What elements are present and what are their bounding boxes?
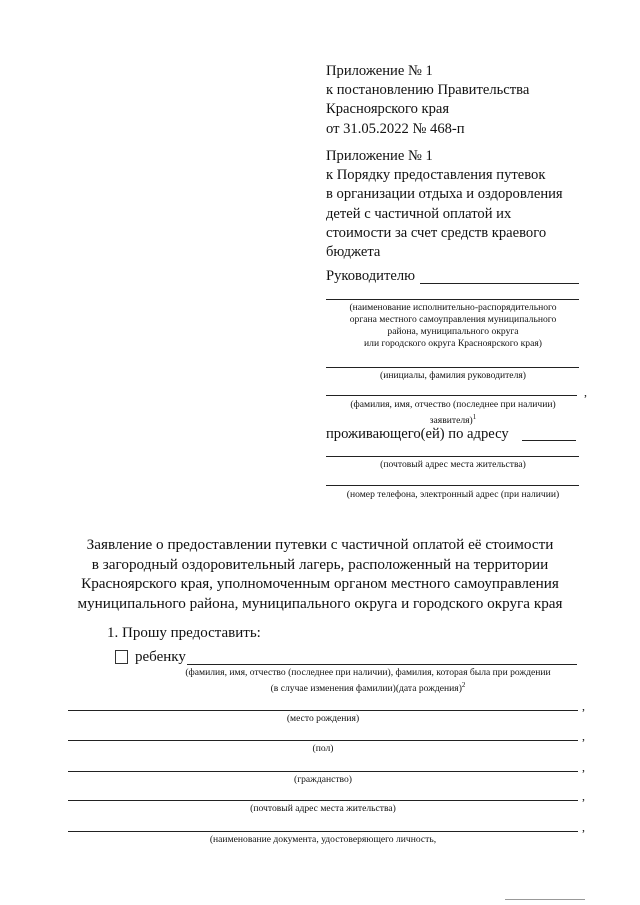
residing-address-line[interactable] (522, 440, 576, 441)
comma: , (582, 760, 585, 774)
postal-address-line[interactable] (326, 456, 579, 457)
birthplace-line[interactable] (68, 710, 578, 711)
applicant-name-line[interactable] (326, 395, 577, 396)
header-line: к Порядку предоставления путевок (326, 167, 546, 184)
head-name-line[interactable] (326, 367, 579, 368)
header-line: стоимости за счет средств краевого (326, 224, 547, 241)
citizenship-caption: (гражданство) (294, 774, 352, 785)
id-document-caption: (наименование документа, удостоверяющего личность, (209, 834, 437, 845)
birthplace-caption: (место рождения) (286, 713, 360, 724)
child-address-line[interactable] (68, 800, 578, 801)
child-name-line[interactable] (187, 664, 577, 665)
sex-line[interactable] (68, 740, 578, 741)
org-name-line[interactable] (326, 299, 579, 300)
header-line: Приложение № 1 (326, 148, 433, 164)
comma: , (584, 385, 587, 399)
comma: , (582, 699, 585, 713)
header-line: к постановлению Правительства (326, 82, 530, 99)
comma: , (582, 729, 585, 743)
comma: , (582, 820, 585, 834)
org-caption: (наименование исполнительно-распорядительного органа местного самоуправления муниципального района, муниципального округа или городского округа Красноярского края) (349, 302, 557, 349)
document-title: Заявление о предоставлении путевки с частичной оплатой её стоимости в загородный оздоровительный лагерь, расположенный на территории Красноярского края, уполномоченным органом местного самоуправления муниципального района, муниципального округа и городского округа края (77, 536, 563, 612)
header-block-1 (326, 62, 606, 139)
header-line: в организации отдыха и оздоровления (326, 186, 563, 203)
citizenship-line[interactable] (68, 771, 578, 772)
footnote-mark: 2 (461, 681, 466, 689)
contact-caption: (номер телефона, электронный адрес (при наличии) (346, 489, 560, 500)
address-caption: (почтовый адрес места жительства) (380, 459, 526, 470)
head-org-line[interactable] (420, 283, 579, 284)
child-label: ребенку (135, 649, 186, 665)
to-label: Руководителю (326, 268, 416, 284)
applicant-caption: (фамилия, имя, отчество (последнее при наличии) заявителя)$^1$ (350, 399, 556, 427)
id-document-line[interactable] (68, 831, 578, 832)
child-address-caption: (почтовый адрес места жительства) (250, 803, 396, 814)
sex-caption: (пол) (312, 743, 334, 754)
page-edge-mark (505, 899, 585, 900)
header-line: Приложение № 1 (326, 63, 433, 79)
residing-label: проживающего(ей) по адресу (326, 426, 509, 442)
child-checkbox[interactable] (115, 650, 128, 664)
header-line: детей с частичной оплатой их (326, 205, 512, 222)
head-caption: (инициалы, фамилия руководителя) (380, 370, 526, 381)
child-caption: (фамилия, имя, отчество (последнее при наличии), фамилия, которая была при рождении (в случае изменения фамилии)(дата рождения)$^2$ (185, 667, 551, 695)
comma: , (582, 789, 585, 803)
header-line: бюджета (326, 244, 381, 261)
header-line: Красноярского края (326, 101, 450, 118)
header-line: от 31.05.2022 № 468-п (326, 120, 465, 137)
request-heading: 1. Прошу предоставить: (107, 625, 261, 641)
contact-line[interactable] (326, 485, 579, 486)
header-block-2 (326, 147, 606, 262)
footnote-mark: 1 (472, 413, 477, 421)
